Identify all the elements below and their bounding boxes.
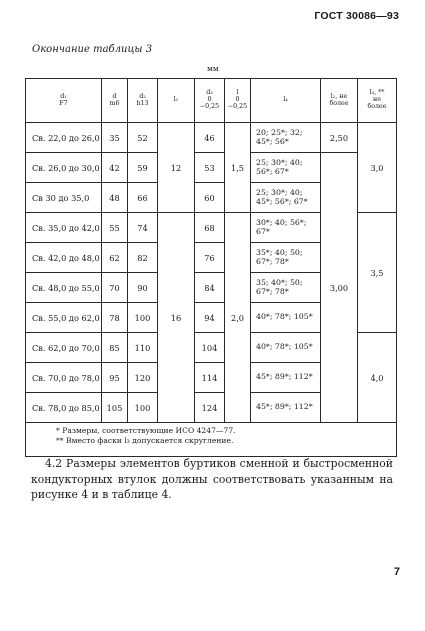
cell-d2: 74	[128, 213, 158, 243]
cell-d3: 46	[195, 123, 225, 153]
section-paragraph: 4.2 Размеры элементов буртиков сменной и быстросменной кондукторных втулок должны соответствовать указанным на рисунке 4 и в таблице 4.	[31, 457, 393, 502]
cell-d: 48	[102, 183, 128, 213]
cell-l4: 45*; 89*; 112*	[251, 393, 321, 423]
header-l3: l₃, ** не более	[358, 79, 397, 123]
cell-d: 95	[102, 363, 128, 393]
cell-d3: 76	[195, 243, 225, 273]
cell-d2: 110	[128, 333, 158, 363]
header-d3: d₃ 0 −0,25	[195, 79, 225, 123]
header-l2: l₂, не более	[321, 79, 358, 123]
cell-d3: 124	[195, 393, 225, 423]
cell-l1-merged: 12	[158, 123, 195, 213]
cell-range: Св. 70,0 до 78,0	[26, 363, 102, 393]
table-row	[26, 153, 397, 183]
cell-d3: 94	[195, 303, 225, 333]
cell-d3: 114	[195, 363, 225, 393]
cell-l4: 25; 30*; 40; 45*; 56*; 67*	[251, 183, 321, 213]
note-double-asterisk: ** Вместо фаски l₃ допускается скругление.	[56, 436, 234, 446]
note-asterisk: * Размеры, соответствующие ИСО 4247—77.	[56, 426, 236, 435]
cell-l2-merged: 3,00	[321, 153, 358, 423]
cell-l3-merged: 3,5	[358, 213, 397, 333]
cell-l4: 25; 30*; 40; 56*; 67*	[251, 153, 321, 183]
cell-l4: 30*; 40; 56*; 67*	[251, 213, 321, 243]
cell-d: 105	[102, 393, 128, 423]
standard-number: ГОСТ 30086—93	[314, 10, 399, 22]
cell-l3-merged: 4,0	[358, 333, 397, 423]
page-number: 7	[393, 566, 400, 578]
table-body	[26, 123, 397, 457]
cell-range: Св. 35,0 до 42,0	[26, 213, 102, 243]
cell-range: Св. 78,0 до 85,0	[26, 393, 102, 423]
cell-d: 85	[102, 333, 128, 363]
cell-range: Св. 26,0 до 30,0	[26, 153, 102, 183]
cell-l-merged: 1,5	[225, 123, 251, 213]
cell-l3-merged: 3,0	[358, 123, 397, 213]
cell-range: Св. 62,0 до 70,0	[26, 333, 102, 363]
cell-d2: 52	[128, 123, 158, 153]
header-d2: d₂ h13	[128, 79, 158, 123]
cell-d3: 60	[195, 183, 225, 213]
table-notes	[26, 423, 397, 457]
cell-d2: 59	[128, 153, 158, 183]
cell-range: Св. 42,0 до 48,0	[26, 243, 102, 273]
cell-d2: 82	[128, 243, 158, 273]
header-l4: l₄	[251, 79, 321, 123]
table-caption: Окончание таблицы 3	[32, 44, 153, 55]
cell-d: 70	[102, 273, 128, 303]
cell-d2: 100	[128, 303, 158, 333]
cell-d3: 84	[195, 273, 225, 303]
cell-d2: 90	[128, 273, 158, 303]
cell-d2: 100	[128, 393, 158, 423]
header-row	[26, 79, 397, 123]
cell-d: 55	[102, 213, 128, 243]
header-l: l 0 −0,25	[225, 79, 251, 123]
cell-l2: 2,50	[321, 123, 358, 153]
cell-d3: 53	[195, 153, 225, 183]
cell-d2: 120	[128, 363, 158, 393]
cell-d: 78	[102, 303, 128, 333]
cell-l4: 20; 25*; 32; 45*; 56*	[251, 123, 321, 153]
cell-range: Св. 55,0 до 62,0	[26, 303, 102, 333]
cell-range: Св. 22,0 до 26,0	[26, 123, 102, 153]
cell-d2: 66	[128, 183, 158, 213]
cell-d3: 104	[195, 333, 225, 363]
cell-range: Св. 48,0 до 55,0	[26, 273, 102, 303]
cell-d3: 68	[195, 213, 225, 243]
cell-l4: 40*; 78*; 105*	[251, 303, 321, 333]
header-d1: d₁ F7	[26, 79, 102, 123]
table-header	[26, 79, 397, 123]
cell-l4: 40*; 78*; 105*	[251, 333, 321, 363]
dimensions-table	[25, 78, 397, 457]
cell-d: 35	[102, 123, 128, 153]
table-row	[26, 123, 397, 153]
cell-l4: 45*; 89*; 112*	[251, 363, 321, 393]
cell-d: 42	[102, 153, 128, 183]
header-l1: l₁	[158, 79, 195, 123]
cell-d: 62	[102, 243, 128, 273]
cell-l1-merged: 16	[158, 213, 195, 423]
header-d: d m6	[102, 79, 128, 123]
unit-label: мм	[207, 64, 219, 73]
notes-row	[26, 423, 397, 457]
cell-l-merged: 2,0	[225, 213, 251, 423]
cell-l4: 35; 40*; 50; 67*; 78*	[251, 273, 321, 303]
cell-l4: 35*; 40; 50; 67*; 78*	[251, 243, 321, 273]
cell-range: Св 30 до 35,0	[26, 183, 102, 213]
